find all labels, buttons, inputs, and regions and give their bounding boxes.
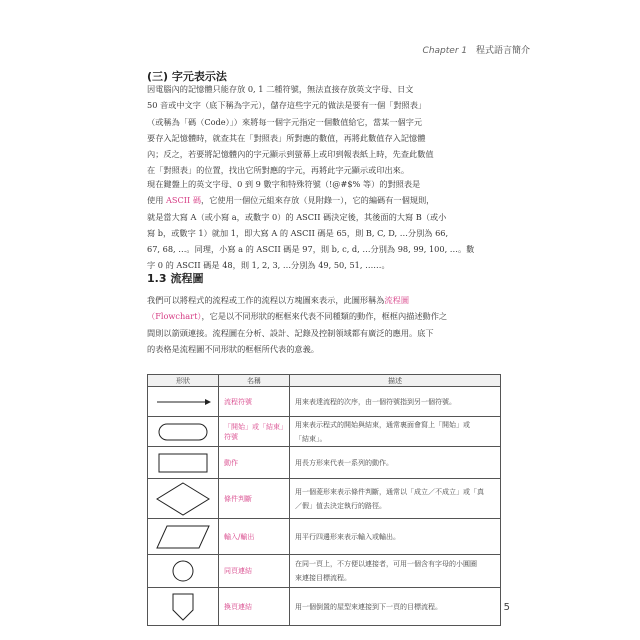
paragraph-line: 67, 68, …。同理，小寫 a 的 ASCII 碼是 97，則 b, c, d, …分別為 98, 99, 100, …。數 bbox=[147, 244, 475, 255]
shape-cell bbox=[148, 479, 219, 519]
table-row bbox=[148, 417, 501, 447]
column-header-shape: 形狀 bbox=[148, 375, 219, 387]
table-row bbox=[148, 447, 501, 479]
shape-cell bbox=[148, 519, 219, 555]
symbol-name: 流程符號 bbox=[219, 387, 290, 417]
description-line: ／假」值去決定執行的路徑。 bbox=[295, 501, 386, 510]
input-output-parallelogram-icon bbox=[153, 524, 213, 550]
terminator-rounded-rect-icon bbox=[153, 422, 213, 442]
symbol-description: 用平行四邊形來表示輸入或輸出。 bbox=[290, 519, 501, 555]
symbol-description: 用一個倒置的屋型來連接到下一頁的目標流程。 bbox=[290, 588, 501, 626]
paragraph-ascii bbox=[147, 176, 493, 274]
chapter-title: 程式語言簡介 bbox=[475, 46, 530, 56]
on-page-connector-circle-icon bbox=[153, 559, 213, 583]
off-page-connector-pentagon-icon bbox=[153, 592, 213, 622]
symbol-name: 輸入/輸出 bbox=[219, 519, 290, 555]
symbol-name: 同頁連結 bbox=[219, 555, 290, 588]
chapter-label: Chapter 1 bbox=[422, 46, 468, 56]
section-title: (三) 字元表示法 bbox=[147, 70, 227, 83]
symbol-name: 換頁連結 bbox=[219, 588, 290, 626]
ascii-term: ASCII 碼 bbox=[165, 195, 202, 206]
shape-cell bbox=[148, 417, 219, 447]
description-line: 「結束」。 bbox=[295, 434, 327, 443]
symbol-description bbox=[290, 417, 501, 447]
page-number: 5 bbox=[503, 602, 510, 613]
symbol-description: 用來表達流程的次序，由一個符號指到另一個符號。 bbox=[290, 387, 501, 417]
flowchart-symbols-table bbox=[147, 374, 501, 626]
column-header-description: 描述 bbox=[290, 375, 501, 387]
paragraph-line: 字 0 的 ASCII 碼是 48，則 1, 2, 3, …分別為 49, 50, 51, ……。 bbox=[147, 260, 390, 271]
paragraph-line bbox=[147, 308, 493, 324]
description-line: 用來表示程式的開始與結束，通常裏面會寫上「開始」或 bbox=[295, 420, 470, 429]
table-row bbox=[148, 479, 501, 519]
paragraph-line bbox=[147, 292, 493, 308]
flowchart-english-term: （Flowchart） bbox=[147, 311, 202, 322]
shape-cell bbox=[148, 588, 219, 626]
table-header-row bbox=[148, 375, 501, 387]
text-run: ，它使用一個位元組來存放（見附錄一），它的編碼有一個規則， bbox=[201, 195, 435, 206]
decision-diamond-icon bbox=[153, 481, 213, 517]
symbol-description bbox=[290, 479, 501, 519]
text-run: ，它是以不同形狀的框框來代表不同種類的動作，框框內描述動作之 bbox=[201, 311, 448, 322]
symbol-name: 「開始」或「結束」符號 bbox=[219, 417, 290, 447]
paragraph-line: 內；反之，若要將記憶體內的字元顯示到螢幕上或印到報表紙上時，先查此數值 bbox=[147, 149, 434, 160]
table-row bbox=[148, 555, 501, 588]
table-row bbox=[148, 588, 501, 626]
paragraph-character-representation bbox=[147, 81, 493, 179]
paragraph-line: 因電腦內的記憶體只能存放 0, 1 二種符號，無法直接存放英文字母、日文 bbox=[147, 84, 414, 94]
paragraph-line: （或稱為「碼（Code）」）來將每一個字元指定一個數值給它，當某一個字元 bbox=[147, 116, 423, 127]
text-run: 使用 bbox=[147, 195, 166, 206]
table-row bbox=[148, 387, 501, 417]
description-line: 用一個菱形來表示條件判斷，通常以「成立／不成立」或「真 bbox=[295, 487, 484, 496]
heading-number: 1.3 bbox=[147, 272, 167, 285]
description-line: 來連接目標流程。 bbox=[295, 574, 351, 582]
shape-cell bbox=[148, 555, 219, 588]
process-rectangle-icon bbox=[153, 452, 213, 474]
running-header bbox=[423, 43, 530, 56]
column-header-name: 名稱 bbox=[219, 375, 290, 387]
symbol-description bbox=[290, 555, 501, 588]
paragraph-flowchart bbox=[147, 292, 493, 357]
paragraph-line: 現在鍵盤上的英文字母、0 到 9 數字和特殊符號（!@#$% 等）的對照表是 bbox=[147, 179, 421, 189]
symbol-name: 條件判斷 bbox=[219, 479, 290, 519]
table-row bbox=[148, 519, 501, 555]
section-heading-flowchart bbox=[147, 270, 204, 286]
paragraph-line: 50 音或中文字（底下稱為字元），儲存這些字元的做法是要有一個「對照表」 bbox=[147, 100, 427, 111]
paragraph-line: 要存入記憶體時，就查其在「對照表」所對應的數值，再將此數值存入記憶體 bbox=[147, 132, 426, 143]
shape-cell bbox=[148, 387, 219, 417]
description-line: 在同一頁上，不方便以連接者，可用一個含有字母的小圓圈 bbox=[295, 560, 477, 568]
flowchart-term: 流程圖 bbox=[384, 295, 410, 305]
paragraph-line: 就是當大寫 A（或小寫 a，或數字 0）的 ASCII 碼決定後，其後面的大寫 B（或小 bbox=[147, 211, 447, 222]
flow-arrow-icon bbox=[153, 396, 213, 408]
paragraph-line: 的表格是流程圖不同形狀的框框所代表的意義。 bbox=[147, 343, 319, 354]
paragraph-line: 間則以箭頭連接。流程圖在分析、設計、記錄及控制領域都有廣泛的應用。底下 bbox=[147, 327, 434, 338]
symbol-name: 動作 bbox=[219, 447, 290, 479]
shape-cell bbox=[148, 447, 219, 479]
paragraph-line: 寫 b，或數字 1）就加 1，即大寫 A 的 ASCII 碼是 65，則 B, C, D, …分別為 66, bbox=[147, 227, 449, 238]
symbol-description: 用長方形來代表一系列的動作。 bbox=[290, 447, 501, 479]
text-run: 我們可以將程式的流程或工作的流程以方塊圖來表示，此圖形稱為 bbox=[147, 295, 385, 305]
paragraph-line bbox=[147, 192, 493, 208]
paragraph-line: 在「對照表」的位置，找出它所對應的字元，再將此字元顯示或印出來。 bbox=[147, 165, 410, 176]
heading-title: 流程圖 bbox=[170, 272, 204, 285]
